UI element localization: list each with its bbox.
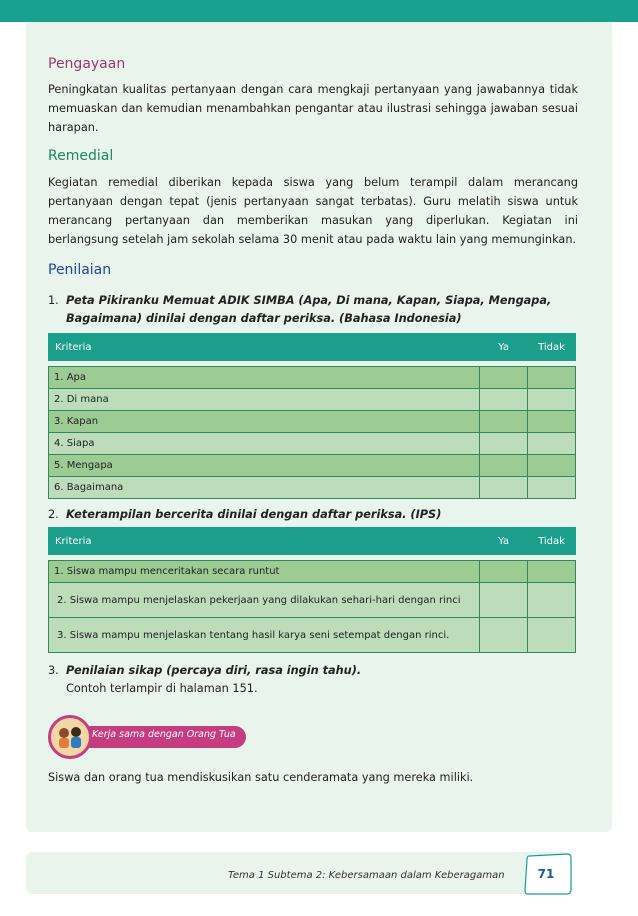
item-text: Keterampilan bercerita dinilai dengan daftar periksa. (IPS) xyxy=(66,508,442,521)
table-row xyxy=(49,389,576,411)
tidak-checkbox-cell[interactable] xyxy=(528,411,576,433)
item-text: Peta Pikiranku Memuat ADIK SIMBA (Apa, Di mana, Kapan, Siapa, Mengapa, Bagaimana) dinilai dengan daftar periksa. (Bahasa Indonesia) xyxy=(66,294,552,325)
table-row xyxy=(49,477,576,499)
criteria-cell: 3. Siswa mampu menjelaskan tentang hasil karya seni setempat dengan rinci. xyxy=(49,618,480,653)
table-row xyxy=(49,367,576,389)
table-row xyxy=(49,433,576,455)
tidak-checkbox-cell[interactable] xyxy=(528,433,576,455)
criteria-cell: 2. Siswa mampu menjelaskan pekerjaan yang dilakukan sehari-hari dengan rinci xyxy=(49,583,480,618)
column-header-kriteria: Kriteria xyxy=(49,334,480,361)
ya-checkbox-cell[interactable] xyxy=(480,389,528,411)
ya-checkbox-cell[interactable] xyxy=(480,411,528,433)
checklist-table-ips xyxy=(48,527,576,653)
footer-text: Tema 1 Subtema 2: Kebersamaan dalam Keberagaman xyxy=(228,870,505,881)
page-number: 71 xyxy=(537,867,555,881)
column-header-ya: Ya xyxy=(480,528,528,555)
ya-checkbox-cell[interactable] xyxy=(480,367,528,389)
remedial-text: Kegiatan remedial diberikan kepada siswa yang belum terampil dalam merancang pertanyaan dengan tepat (jenis pertanyaan sangat terbatas). Guru melatih siswa untuk merancang pertanyaan dan memberikan masukan yang diperlukan. Kegiatan ini berlangsung setelah jam sekolah selama 30 menit atau pada waktu lain yang memunginkan. xyxy=(48,176,578,246)
criteria-cell: 4. Siapa xyxy=(49,433,480,455)
criteria-cell: 6. Bagaimana xyxy=(49,477,480,499)
column-header-kriteria: Kriteria xyxy=(49,528,480,555)
table-row xyxy=(49,455,576,477)
ya-checkbox-cell[interactable] xyxy=(480,477,528,499)
item-text: Penilaian sikap (percaya diri, rasa ingin tahu). xyxy=(66,664,362,677)
ya-checkbox-cell[interactable] xyxy=(480,618,528,653)
family-illustration-icon xyxy=(48,715,92,759)
table-row xyxy=(49,561,576,583)
item-subtext: Contoh terlampir di halaman 151. xyxy=(66,682,258,695)
tidak-checkbox-cell[interactable] xyxy=(528,367,576,389)
kerja-sama-badge xyxy=(48,715,248,761)
criteria-cell: 3. Kapan xyxy=(49,411,480,433)
ya-checkbox-cell[interactable] xyxy=(480,455,528,477)
item-number: 2. xyxy=(48,508,59,521)
penilaian-heading: Penilaian xyxy=(48,262,112,278)
ya-checkbox-cell[interactable] xyxy=(480,583,528,618)
criteria-cell: 2. Di mana xyxy=(49,389,480,411)
column-header-tidak: Tidak xyxy=(528,334,576,361)
criteria-cell: 5. Mengapa xyxy=(49,455,480,477)
item-number: 3. xyxy=(48,664,59,677)
kerja-sama-text: Siswa dan orang tua mendiskusikan satu cenderamata yang mereka miliki. xyxy=(48,771,474,784)
tidak-checkbox-cell[interactable] xyxy=(528,455,576,477)
table-row xyxy=(49,618,576,653)
tidak-checkbox-cell[interactable] xyxy=(528,583,576,618)
ya-checkbox-cell[interactable] xyxy=(480,561,528,583)
top-accent-band xyxy=(0,0,638,22)
pengayaan-heading: Pengayaan xyxy=(48,56,126,72)
checklist-table-bahasa xyxy=(48,333,576,499)
pengayaan-text: Peningkatan kualitas pertanyaan dengan cara mengkaji pertanyaan yang jawabannya tidak memuaskan dan kemudian menambahkan pengantar atau ilustrasi sehingga jawaban sesuai harapan. xyxy=(48,83,578,134)
item-number: 1. xyxy=(48,294,59,307)
tidak-checkbox-cell[interactable] xyxy=(528,561,576,583)
ya-checkbox-cell[interactable] xyxy=(480,433,528,455)
tidak-checkbox-cell[interactable] xyxy=(528,477,576,499)
criteria-cell: 1. Siswa mampu menceritakan secara runtut xyxy=(49,561,480,583)
table-row xyxy=(49,411,576,433)
badge-label: Kerja sama dengan Orang Tua xyxy=(92,729,236,740)
remedial-heading: Remedial xyxy=(48,148,114,164)
column-header-tidak: Tidak xyxy=(528,528,576,555)
table-row xyxy=(49,583,576,618)
tidak-checkbox-cell[interactable] xyxy=(528,389,576,411)
criteria-cell: 1. Apa xyxy=(49,367,480,389)
tidak-checkbox-cell[interactable] xyxy=(528,618,576,653)
column-header-ya: Ya xyxy=(480,334,528,361)
